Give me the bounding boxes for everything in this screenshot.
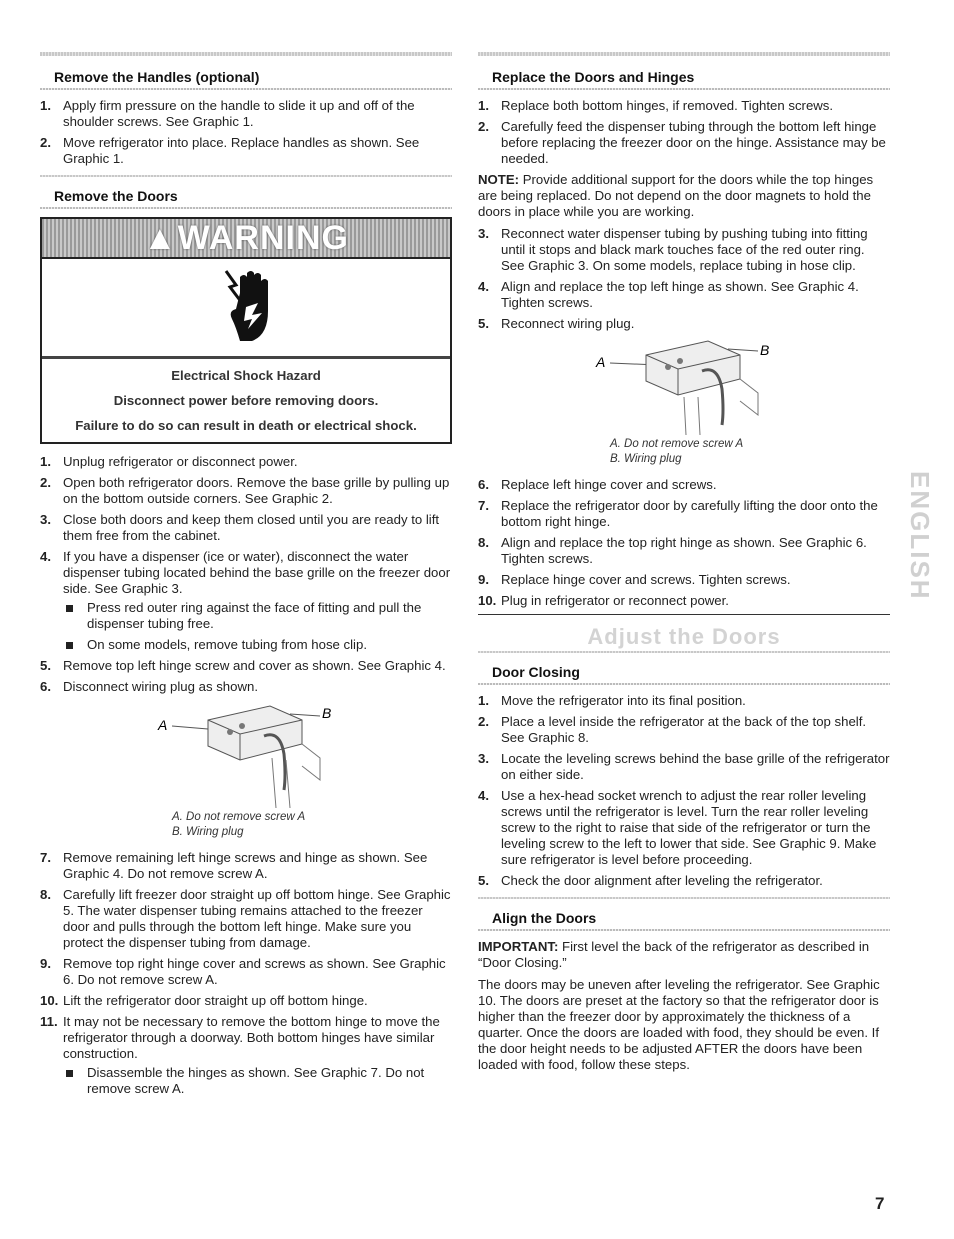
step-number: 3. <box>478 226 489 241</box>
step-item <box>478 572 890 588</box>
note-label: NOTE: <box>478 172 520 187</box>
step-number: 2. <box>40 475 51 490</box>
step-text: Plug in refrigerator or reconnect power. <box>501 593 729 608</box>
step-text: Replace left hinge cover and screws. <box>501 477 717 492</box>
step-number: 11. <box>40 1014 58 1029</box>
step-item <box>478 226 890 274</box>
step-number: 1. <box>478 693 489 708</box>
section-title-handles: Remove the Handles (optional) <box>54 69 260 85</box>
step-number: 7. <box>478 498 489 513</box>
step-item <box>40 850 452 882</box>
step-number: 6. <box>40 679 51 694</box>
step-item <box>40 98 452 130</box>
svg-text:B: B <box>322 705 332 721</box>
caption-b: B. Wiring plug <box>172 826 244 838</box>
step-text: Place a level inside the refrigerator at the back of the top shelf. See Graphic 8. <box>501 714 867 745</box>
page-number: 7 <box>875 1194 885 1213</box>
step-text: Carefully lift freezer door straight up off bottom hinge. See Graphic 5. The water dispenser tubing remains attached to the freezer door and pulls through the bottom left hinge. Make sure you protect the dispenser tubing from damage. <box>63 887 451 950</box>
step-text: Reconnect wiring plug. <box>501 316 635 331</box>
caption-a: A. Do not remove screw A <box>172 811 306 823</box>
adjust-doors-title: Adjust the Doors <box>587 624 781 649</box>
step-number: 4. <box>478 788 489 803</box>
replace-steps-c <box>478 477 890 609</box>
step-number: 9. <box>40 956 51 971</box>
step-number: 7. <box>40 850 51 865</box>
section-underline <box>478 88 890 90</box>
section-underline <box>478 683 890 685</box>
doors-steps-c <box>40 850 452 1062</box>
step-item <box>40 887 452 951</box>
warning-line-2: Failure to do so can result in death or electrical shock. <box>75 418 417 433</box>
step-text: Disconnect wiring plug as shown. <box>63 679 258 694</box>
step-item <box>478 535 890 567</box>
note-text: Provide additional support for the doors while the top hinges are being replaced. Do not depend on the door magnets to hold the doors in place while you are working. <box>478 172 874 219</box>
step-text: Remove top left hinge screw and cover as shown. See Graphic 4. <box>63 658 446 673</box>
bullet-item: Press red outer ring against the face of fitting and pull the dispenser tubing free. <box>63 600 452 632</box>
bullet-item: Disassemble the hinges as shown. See Graphic 7. Do not remove screw A. <box>63 1065 452 1097</box>
step-number: 2. <box>478 119 489 134</box>
closing-steps <box>478 693 890 889</box>
step-text: Reconnect water dispenser tubing by pushing tubing into fitting until it stops and black mark touches face of the red outer ring. See Graphic 3. On some models, replace tubing in hose clip. <box>501 226 868 273</box>
step-number: 1. <box>40 454 51 469</box>
step-number: 1. <box>478 98 489 113</box>
step-text: Locate the leveling screws behind the base grille of the refrigerator on either side. <box>501 751 890 782</box>
step-text: Replace both bottom hinges, if removed. Tighten screws. <box>501 98 834 113</box>
step-text: Move the refrigerator into its final position. <box>501 693 746 708</box>
step-number: 2. <box>40 135 51 150</box>
doors-bullets-c <box>63 1065 452 1097</box>
step-text: Align and replace the top right hinge as shown. See Graphic 6. Tighten screws. <box>501 535 867 566</box>
step-text: Lift the refrigerator door straight up off bottom hinge. <box>63 993 368 1008</box>
step-number: 5. <box>478 873 489 888</box>
svg-text:A: A <box>158 717 168 733</box>
step-item <box>40 679 452 695</box>
important-text: First level the back of the refrigerator as described in “Door Closing.” <box>478 939 870 970</box>
hinge-illustration <box>40 700 452 810</box>
warning-header <box>42 219 450 259</box>
right-column <box>478 52 890 1079</box>
step-text: Replace hinge cover and screws. Tighten screws. <box>501 572 791 587</box>
step-item <box>478 714 890 746</box>
section-title-closing: Door Closing <box>492 664 580 680</box>
replace-steps-b <box>478 226 890 332</box>
step-item <box>478 788 890 868</box>
warning-line-1: Disconnect power before removing doors. <box>113 393 379 408</box>
hinge-illustration-2 <box>478 337 890 437</box>
section-underline <box>40 88 452 90</box>
hinge-graphic <box>40 700 452 810</box>
step-number: 3. <box>40 512 51 527</box>
step-number: 10. <box>40 993 59 1008</box>
step-text: Unplug refrigerator or disconnect power. <box>63 454 298 469</box>
step-item <box>478 873 890 889</box>
step-item <box>40 1014 452 1062</box>
doors-steps-a <box>40 454 452 597</box>
doors-steps-b <box>40 658 452 695</box>
step-number: 5. <box>478 316 489 331</box>
step-number: 5. <box>40 658 51 673</box>
step-text: Align and replace the top left hinge as shown. See Graphic 4. Tighten screws. <box>501 279 859 310</box>
step-text: Close both doors and keep them closed until you are ready to lift them free from the cabinet. <box>63 512 440 543</box>
hinge-graphic-2 <box>478 337 890 437</box>
electric-shock-icon <box>42 259 450 359</box>
step-number: 8. <box>40 887 51 902</box>
section-title-replace: Replace the Doors and Hinges <box>492 69 695 85</box>
step-text: Use a hex-head socket wrench to adjust the rear roller leveling screws until the refrigerator is level. Turn the rear roller leveling screw to the right to raise that side of the refrigerator or turn the leveling screw to the left to lower that side. See Graphic 9. Make sure refrigerator is level before proceeding. <box>501 788 877 867</box>
step-text: If you have a dispenser (ice or water), disconnect the water dispenser tubing located behind the base grille on the freezer door side. See Graphic 3. <box>63 549 451 596</box>
important-paragraph <box>478 939 890 971</box>
warning-box <box>40 217 452 444</box>
warning-text <box>42 359 450 442</box>
step-item <box>478 316 890 332</box>
step-item <box>40 512 452 544</box>
align-paragraph: The doors may be uneven after leveling the refrigerator. See Graphic 10. The doors are preset at the factory so that the refrigerator door is higher than the freezer door by approximately the thickness of a quarter. Once the doors are loaded with food, they should be even. If the door height needs to be adjusted AFTER the doors have been loaded with food, follow these steps. <box>478 977 880 1072</box>
step-item <box>478 593 890 609</box>
replace-steps-a <box>478 98 890 167</box>
step-item <box>40 475 452 507</box>
step-number: 10. <box>478 593 497 608</box>
divider <box>478 614 890 615</box>
step-item <box>478 279 890 311</box>
step-item <box>40 658 452 674</box>
step-text: Move refrigerator into place. Replace handles as shown. See Graphic 1. <box>63 135 420 166</box>
step-item <box>478 751 890 783</box>
step-text: Replace the refrigerator door by carefully lifting the door onto the bottom right hinge. <box>501 498 878 529</box>
step-number: 8. <box>478 535 489 550</box>
handles-steps <box>40 98 452 167</box>
important-label: IMPORTANT: <box>478 939 559 954</box>
step-item <box>478 693 890 709</box>
step-number: 6. <box>478 477 489 492</box>
section-title-doors: Remove the Doors <box>54 188 178 204</box>
left-column <box>40 52 452 1102</box>
step-text: Remove remaining left hinge screws and hinge as shown. See Graphic 4. Do not remove screw A. <box>63 850 428 881</box>
svg-text:A: A <box>596 354 606 370</box>
warning-label: ▲WARNING <box>143 219 349 257</box>
figure-caption-2 <box>478 437 890 467</box>
step-number: 4. <box>478 279 489 294</box>
step-text: Check the door alignment after leveling the refrigerator. <box>501 873 823 888</box>
step-number: 9. <box>478 572 489 587</box>
step-item <box>40 454 452 470</box>
doors-bullets-a <box>63 600 452 653</box>
step-item <box>40 993 452 1009</box>
step-text: It may not be necessary to remove the bottom hinge to move the refrigerator through a doorway. Both bottom hinges have similar construction. <box>63 1014 440 1061</box>
step-number: 1. <box>40 98 51 113</box>
step-item <box>40 549 452 597</box>
bullet-item: On some models, remove tubing from hose clip. <box>63 637 452 653</box>
step-number: 2. <box>478 714 489 729</box>
figure-caption <box>40 810 452 840</box>
note-paragraph <box>478 172 890 220</box>
caption-b: B. Wiring plug <box>610 453 682 465</box>
step-number: 3. <box>478 751 489 766</box>
section-underline <box>40 207 452 209</box>
step-item <box>478 498 890 530</box>
section-underline <box>478 929 890 931</box>
step-text: Open both refrigerator doors. Remove the base grille by pulling up on the bottom outside corners. See Graphic 2. <box>63 475 450 506</box>
step-item <box>40 956 452 988</box>
step-item <box>478 119 890 167</box>
svg-text:B: B <box>760 342 770 358</box>
step-item <box>478 98 890 114</box>
step-text: Remove top right hinge cover and screws as shown. See Graphic 6. Do not remove screw A. <box>63 956 446 987</box>
step-text: Carefully feed the dispenser tubing through the bottom left hinge before replacing the freezer door on the hinge. Assistance may be needed. <box>501 119 886 166</box>
section-title-align: Align the Doors <box>492 910 597 926</box>
step-number: 4. <box>40 549 51 564</box>
step-text: Apply firm pressure on the handle to slide it up and off of the shoulder screws. See Graphic 1. <box>63 98 415 129</box>
warning-hazard: Electrical Shock Hazard <box>171 368 321 383</box>
language-side-tab: ENGLISH <box>905 471 935 601</box>
step-item <box>40 135 452 167</box>
caption-a: A. Do not remove screw A <box>610 438 744 450</box>
step-item <box>478 477 890 493</box>
